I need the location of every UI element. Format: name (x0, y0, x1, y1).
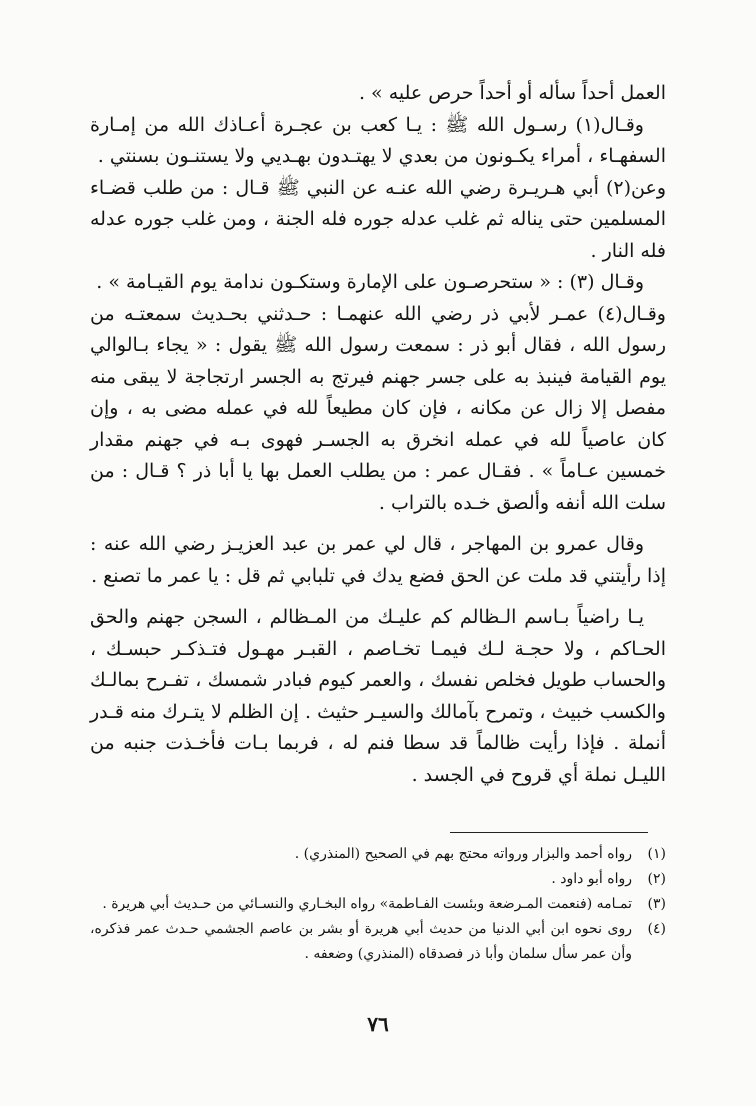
paragraph-3: وقـال (٣) : « ستحرصـون على الإمارة وستكـون ندامة يوم القيـامة » . (96, 271, 644, 293)
paragraph-1: وقـال(١) رسـول الله ﷺ : يـا كعب بن عجـرة أعـاذك الله من إمـارة السفهـاء ، أمراء يكـونون من بعدي لا يهتـدون بهـديي ولا يستنـون بسنتي . (90, 113, 666, 167)
footnote-number: (١) (647, 846, 666, 862)
paragraph-5: وقال عمرو بن المهاجر ، قال لي عمر بن عبد العزيـز رضي الله عنه : إذا رأيتني قد ملت عن الحق فضع يدك في تلبابي ثم قل : يا عمر ما تصنع . (90, 533, 666, 587)
footnote-divider (450, 832, 648, 833)
paragraph-0: العمل أحداً سأله أو أحداً حرص عليه » . (358, 82, 666, 104)
footnote-text: رواه أحمد والبزار ورواته محتج بهم في الصحيح (المنذري) . (294, 846, 632, 862)
footnote-text: روى نحوه ابن أبي الدنيا من حديث أبي هريرة أو بشر بن عاصم الجشمي حـدث عمر فذكره، وأن عمر سأل سلمان وأبا ذر فصدقاه (المنذري) وضعفه . (90, 921, 632, 962)
footnotes (90, 842, 666, 967)
footnote-text: رواه أبو داود . (551, 871, 632, 887)
footnote-2 (90, 867, 666, 892)
footnote-3 (90, 892, 666, 917)
footnote-number: (٢) (647, 871, 666, 887)
footnote-1 (90, 842, 666, 867)
footnote-number: (٤) (647, 921, 666, 937)
paragraph-4: وقـال(٤) عمـر لأبي ذر رضي الله عنهمـا : حـدثني بحـديث سمعتـه من رسول الله ، فقال أبو ذر : سمعت رسول الله ﷺ يقول : « يجاء بـالوالي يوم القيامة فينبذ به على جسر جهنم فيرتج به الجسر ارتجاجة لا يبقى منه مفصل إلا زال عن مكانه ، فإن كان مطيعاً لله في عمله مضى به ، وإن كان عاصياً لله في عمله انخرق به الجسـر فهوى بـه في جهنم مقدار خمسين عـاماً » . فقـال عمر : من يطلب العمل بها يا أبا ذر ؟ قـال : من سلت الله أنفه وألصق خـده بالتراب . (90, 302, 666, 514)
paragraph-2: وعن(٢) أبي هـريـرة رضي الله عنـه عن النبي ﷺ قـال : من طلب قضـاء المسلمين حتى يناله ثم غلب عدله جوره فله الجنة ، ومن غلب جوره عدله فله النار . (90, 176, 666, 262)
footnote-number: (٣) (647, 896, 666, 912)
main-text (90, 78, 666, 791)
footnote-text: تمـامه (فنعمت المـرضعة وبئست الفـاطمة» رواه البخـاري والنسـائي من حـديث أبي هريرة . (102, 896, 632, 912)
paragraph-6: يـا راضياً بـاسم الـظالم كم عليـك من المـظالم ، السجن جهنم والحق الحـاكم ، ولا حجـة لـك فيمـا تخـاصم ، القبـر مهـول فتـذكـر حبسـك ، والحساب طويل فخلص نفسك ، والعمر كيوم فبادر شمسك ، تفـرح بمالـك والكسب خبيث ، وتمرح بآمالك والسيـر حثيث . إن الظلم لا يتـرك منه قـدر أنملة . فإذا رأيت ظالماً قد سطا فنم له ، فربما بـات فأخـذت جنبه من الليـل نملة أي قروح في الجسد . (90, 606, 666, 786)
page-number: ٧٦ (367, 1012, 389, 1036)
footnote-4 (90, 917, 666, 967)
